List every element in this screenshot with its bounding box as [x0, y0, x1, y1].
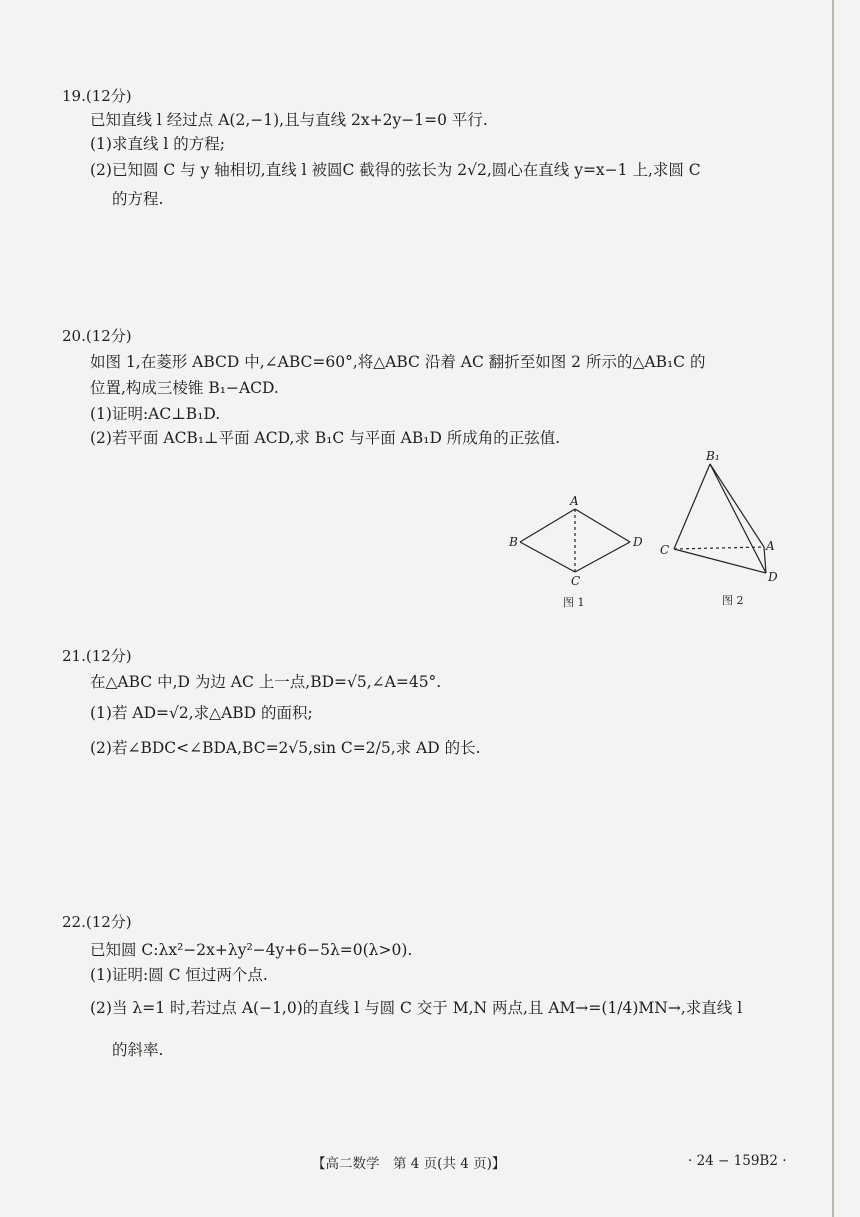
edge-ba	[520, 509, 575, 542]
fig1-label-a: A	[570, 494, 579, 508]
fig2-caption: 图 2	[722, 594, 744, 607]
q21-stem: 在△ABC 中,D 为边 AC 上一点,BD=√5,∠A=45°.	[90, 673, 442, 691]
edge-ad	[575, 509, 630, 542]
figure-1-rhombus	[505, 465, 645, 610]
q20-stem-line1: 如图 1,在菱形 ABCD 中,∠ABC=60°,将△ABC 沿着 AC 翻折至如图 2 所示的△AB₁C 的	[90, 353, 706, 371]
q20-part1: (1)证明:AC⊥B₁D.	[90, 405, 221, 423]
edge-b1d	[710, 464, 766, 573]
fig2-label-b1: B₁	[706, 449, 720, 463]
q19-part2-line2: 的方程.	[112, 190, 164, 208]
fig1-caption: 图 1	[563, 596, 585, 609]
q22-part2-line2: 的斜率.	[112, 1041, 164, 1059]
q21-header: 21.(12分)	[62, 647, 132, 665]
q20-header: 20.(12分)	[62, 327, 132, 345]
edge-cd	[674, 549, 766, 573]
page-edge	[832, 0, 834, 1217]
footer-page-info: 【高二数学 第 4 页(共 4 页)】	[312, 1156, 506, 1172]
q19-part2-line1: (2)已知圆 C 与 y 轴相切,直线 l 被圆C 截得的弦长为 2√2,圆心在直线 y=x−1 上,求圆 C	[90, 161, 701, 179]
q20-part2: (2)若平面 ACB₁⊥平面 ACD,求 B₁C 与平面 AB₁D 所成角的正弦值.	[90, 429, 561, 447]
q19-header: 19.(12分)	[62, 87, 132, 105]
fig1-label-d: D	[633, 535, 643, 549]
fig2-label-a: A	[766, 539, 775, 553]
edge-dc	[575, 542, 630, 572]
fig2-label-c: C	[660, 543, 670, 557]
footer-code: · 24 − 159B2 ·	[688, 1153, 787, 1169]
q19-stem: 已知直线 l 经过点 A(2,−1),且与直线 2x+2y−1=0 平行.	[90, 111, 488, 129]
fig1-label-b: B	[509, 535, 518, 549]
q21-part1: (1)若 AD=√2,求△ABD 的面积;	[90, 704, 313, 722]
fig2-label-d: D	[768, 570, 778, 584]
edge-cb	[520, 542, 575, 572]
q22-part2-line1: (2)当 λ=1 时,若过点 A(−1,0)的直线 l 与圆 C 交于 M,N 两点,且 AM→=(1/4)MN→,求直线 l	[90, 999, 743, 1017]
q22-part1: (1)证明:圆 C 恒过两个点.	[90, 966, 268, 984]
edge-b1a	[710, 464, 764, 547]
fig1-label-c: C	[571, 574, 581, 588]
edge-ca-hidden	[674, 547, 764, 549]
q21-part2: (2)若∠BDC<∠BDA,BC=2√5,sin C=2/5,求 AD 的长.	[90, 739, 481, 757]
q22-stem: 已知圆 C:λx²−2x+λy²−4y+6−5λ=0(λ>0).	[90, 941, 413, 959]
q19-part1: (1)求直线 l 的方程;	[90, 135, 225, 153]
q20-stem-line2: 位置,构成三棱锥 B₁−ACD.	[90, 379, 279, 397]
edge-b1c	[674, 464, 710, 549]
q22-header: 22.(12分)	[62, 913, 132, 931]
